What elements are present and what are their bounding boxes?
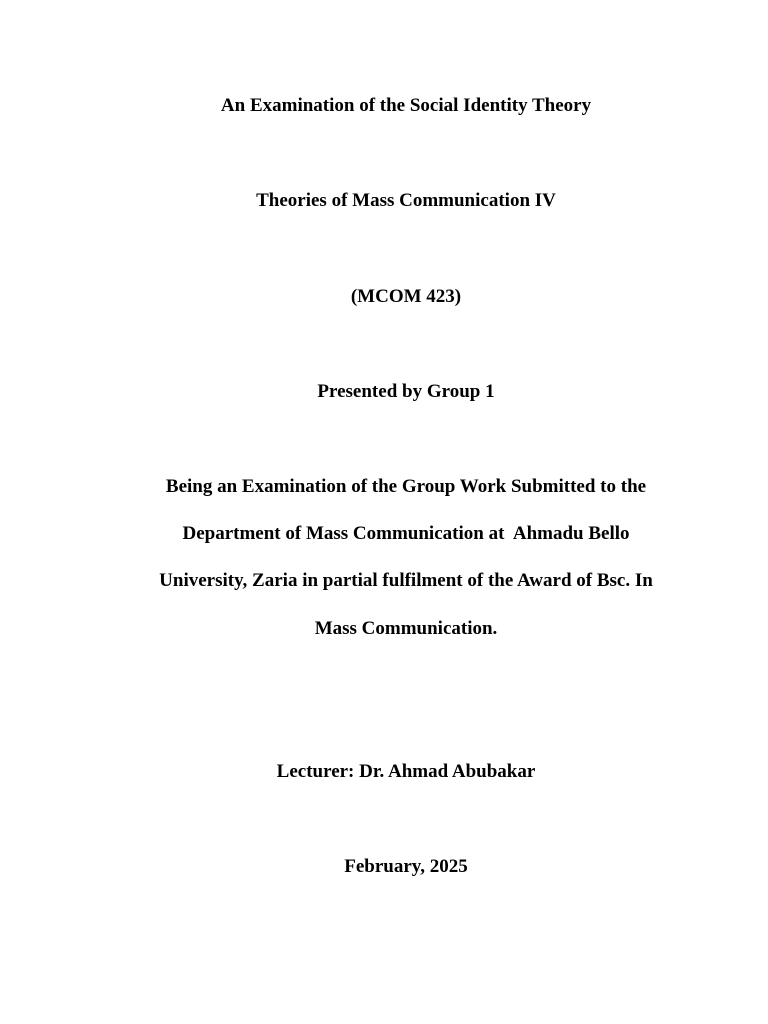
description-line-1: Being an Examination of the Group Work Submitted to the: [165, 476, 647, 497]
course-name: Theories of Mass Communication IV: [256, 190, 556, 211]
description-line-2: Department of Mass Communication at Ahmadu Bello: [182, 523, 630, 544]
description-line-3: University, Zaria in partial fulfilment of the Award of Bsc. In: [159, 570, 653, 591]
presenter-line: Presented by Group 1: [317, 381, 495, 402]
description-line-4: Mass Communication.: [314, 618, 498, 639]
lecturer-line: Lecturer: Dr. Ahmad Abubakar: [276, 761, 536, 782]
course-code: (MCOM 423): [350, 286, 462, 307]
submission-date: February, 2025: [344, 856, 468, 877]
document-title: An Examination of the Social Identity Theory: [220, 95, 592, 116]
